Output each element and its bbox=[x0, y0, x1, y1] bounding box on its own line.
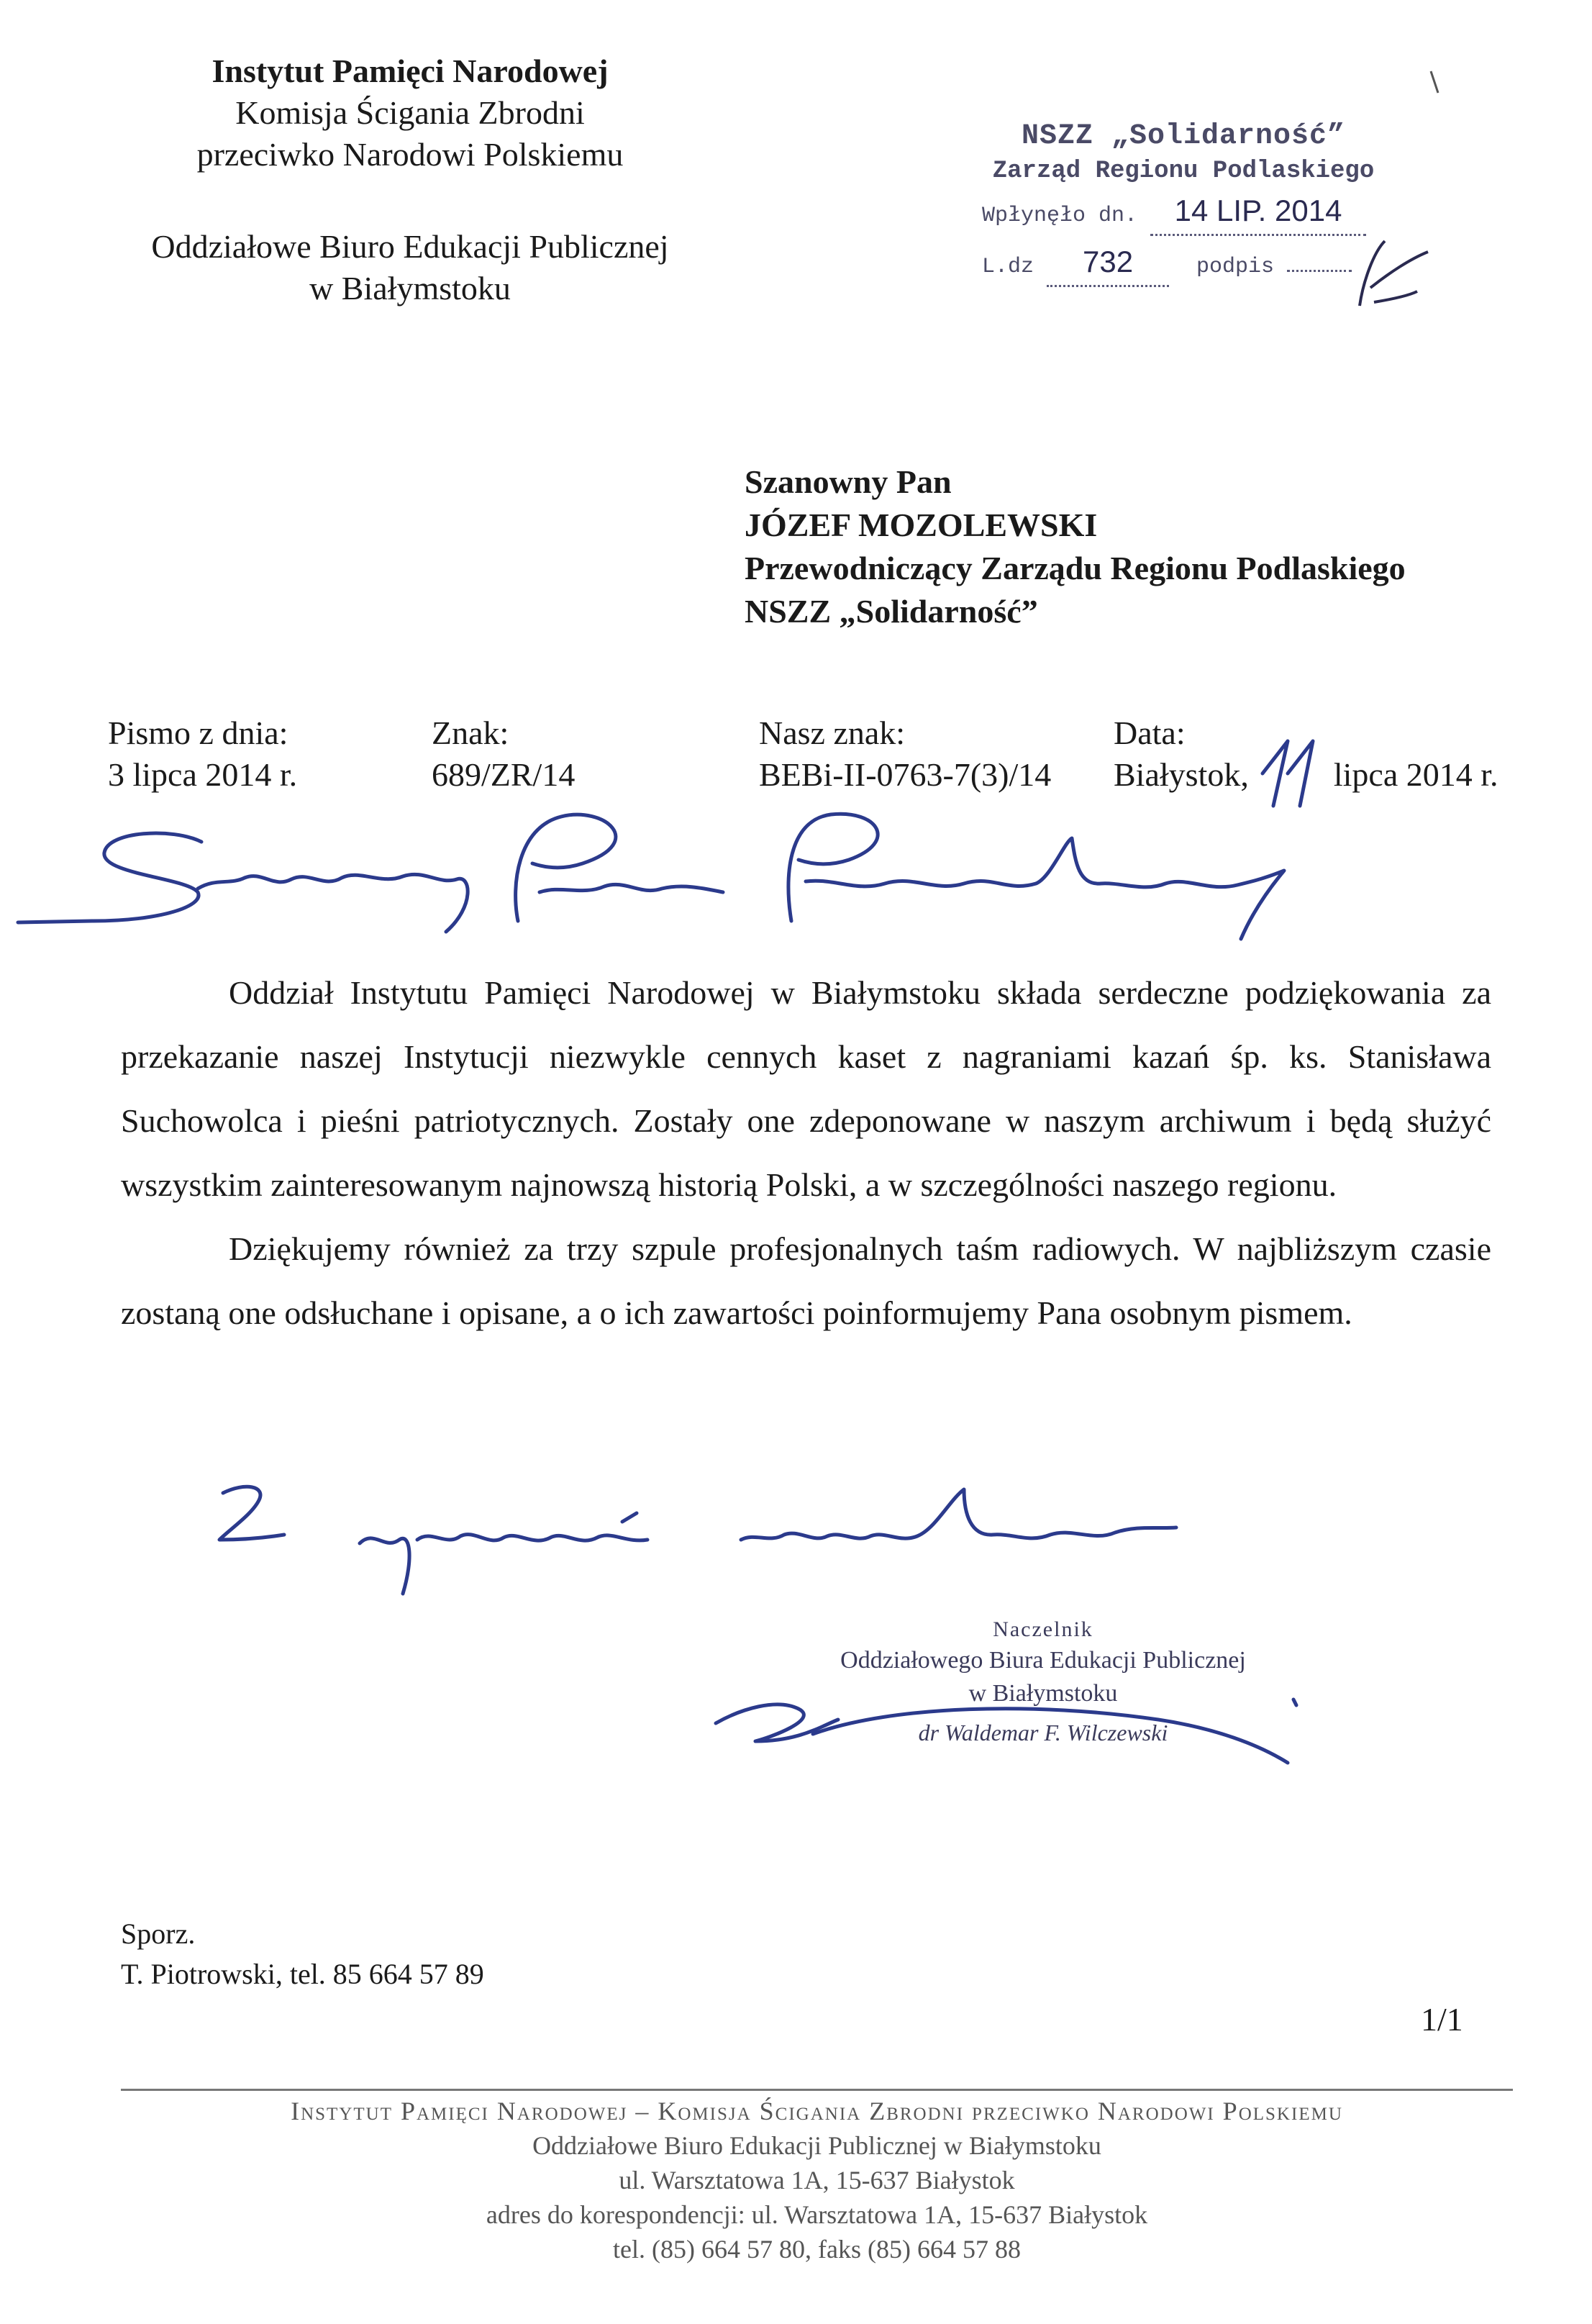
ref-date-label: Data: bbox=[1114, 714, 1186, 751]
sender-header bbox=[86, 50, 734, 309]
handwritten-closing-signature bbox=[209, 1471, 1187, 1601]
footer-institution: Instytut Pamięci Narodowej – Komisja Ścigania Zbrodni przeciwko Narodowi Polskiemu bbox=[291, 2097, 1343, 2125]
stamp-subtitle: Zarząd Regionu Podlaskiego bbox=[992, 158, 1375, 185]
ref-sign-label: Znak: bbox=[432, 714, 509, 751]
stamp-ldz-label: L.dz bbox=[982, 255, 1034, 279]
signature-title: Naczelnik bbox=[993, 1617, 1093, 1641]
recipient-organization: NSZZ „Solidarność” bbox=[745, 593, 1038, 630]
stamp-title: NSZZ „Solidarność” bbox=[1021, 120, 1346, 153]
ref-letter-date-value: 3 lipca 2014 r. bbox=[108, 756, 298, 793]
stamp-received-label: Wpłynęło dn. bbox=[982, 204, 1138, 228]
ref-date-prefix: Białystok, bbox=[1114, 756, 1249, 793]
stamp-sign-label: podpis bbox=[1196, 255, 1275, 279]
ref-our-sign bbox=[759, 712, 1051, 796]
sender-institution: Instytut Pamięci Narodowej bbox=[211, 53, 609, 89]
ref-date-suffix: lipca 2014 r. bbox=[1333, 756, 1498, 793]
prepared-by-person: T. Piotrowski, tel. 85 664 57 89 bbox=[121, 1958, 484, 1990]
ref-our-sign-value: BEBi-II-0763-7(3)/14 bbox=[759, 756, 1052, 793]
footer bbox=[121, 2094, 1513, 2266]
recipient-position: Przewodniczący Zarządu Regionu Podlaskiego bbox=[745, 550, 1406, 586]
handwritten-salutation-signature bbox=[14, 799, 1295, 950]
recipient-block bbox=[745, 460, 1406, 633]
footer-correspondence-address: adres do korespondencji: ul. Warsztatowa 1A, 15-637 Białystok bbox=[486, 2200, 1148, 2229]
letter-body bbox=[121, 961, 1491, 1345]
recipient-name: JÓZEF MOZOLEWSKI bbox=[745, 507, 1098, 543]
ref-sign-value: 689/ZR/14 bbox=[432, 756, 576, 793]
sender-commission: Komisja Ścigania Zbrodni bbox=[235, 94, 585, 131]
body-paragraph-1: Oddział Instytutu Pamięci Narodowej w Białymstoku składa serdeczne podziękowania za przekazanie naszej Instytucji niezwykle cennych kaset z nagraniami kazań śp. ks. Stanisława Suchowolca i pieśni patriotycznych. Zostały one zdeponowane w naszym archiwum i będą służyć wszystkim zainteresowanym najnowszą historią Polski, a w szczególności naszego regionu. bbox=[121, 974, 1491, 1203]
footer-phone-fax: tel. (85) 664 57 80, faks (85) 664 57 88 bbox=[613, 2235, 1021, 2264]
stamp-received-row bbox=[975, 188, 1392, 239]
signature-office-2: w Białymstoku bbox=[968, 1680, 1118, 1707]
recipient-salutation: Szanowny Pan bbox=[745, 463, 952, 500]
director-signature bbox=[712, 1684, 1309, 1777]
sender-spacer bbox=[86, 176, 734, 226]
footer-address: ul. Warsztatowa 1A, 15-637 Białystok bbox=[619, 2166, 1015, 2194]
ref-our-sign-label: Nasz znak: bbox=[759, 714, 906, 751]
stamp-mark bbox=[1428, 68, 1442, 97]
footer-office: Oddziałowe Biuro Edukacji Publicznej w Białymstoku bbox=[532, 2131, 1101, 2160]
ref-letter-date bbox=[108, 712, 297, 796]
stamp-ldz-value: 732 bbox=[1047, 239, 1169, 287]
footer-divider bbox=[121, 2089, 1513, 2091]
sender-commission-2: przeciwko Narodowi Polskiemu bbox=[196, 136, 624, 173]
sender-office: Oddziałowe Biuro Edukacji Publicznej bbox=[151, 228, 669, 265]
stamp-initials-signature bbox=[1331, 237, 1432, 317]
page-number: 1/1 bbox=[1421, 2001, 1463, 2038]
prepared-by-label: Sporz. bbox=[121, 1917, 196, 1950]
prepared-by bbox=[121, 1914, 484, 1994]
signature-office-1: Oddziałowego Biura Edukacji Publicznej bbox=[840, 1647, 1246, 1674]
ref-letter-date-label: Pismo z dnia: bbox=[108, 714, 288, 751]
received-stamp bbox=[975, 119, 1392, 290]
ref-sign bbox=[432, 712, 575, 796]
stamp-ldz-row bbox=[975, 239, 1392, 290]
signature-name: dr Waldemar F. Wilczewski bbox=[918, 1720, 1168, 1746]
stamp-received-date: 14 LIP. 2014 bbox=[1150, 188, 1366, 236]
body-paragraph-2: Dziękujemy również za trzy szpule profesjonalnych taśm radiowych. W najbliższym czasie zostaną one odsłuchane i opisane, a o ich zawartości poinformujemy Pana osobnym pismem. bbox=[121, 1230, 1491, 1331]
sender-city: w Białymstoku bbox=[309, 270, 511, 307]
